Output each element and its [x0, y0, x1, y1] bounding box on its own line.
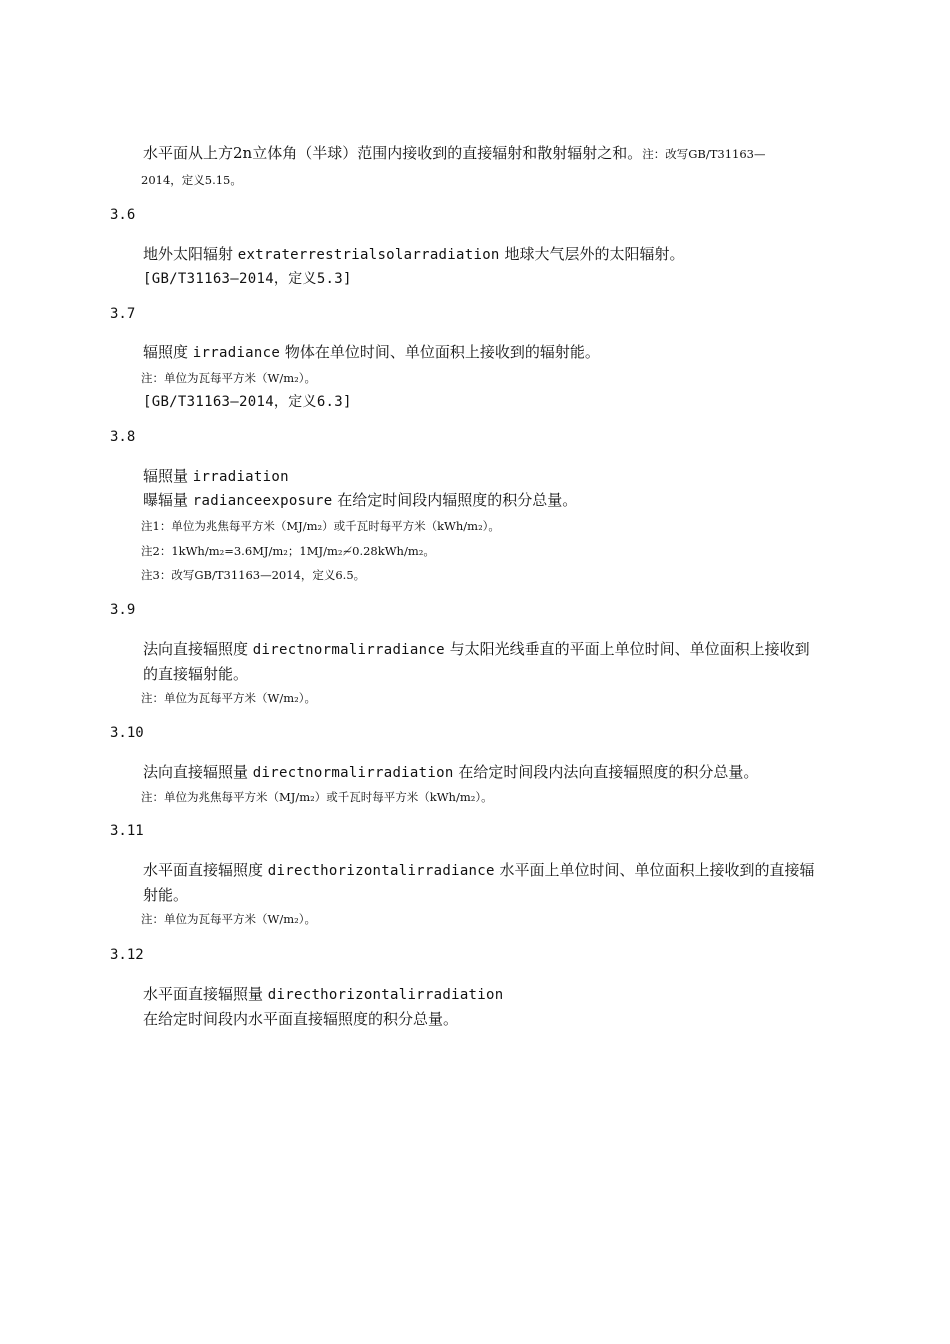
alt-term-en: radianceexposure	[192, 493, 333, 509]
term-en: directnormalirradiation	[252, 765, 454, 781]
term-definition: 在给定时间段内辐照度的积分总量。	[337, 491, 578, 509]
term-en: directnormalirradiance	[252, 642, 445, 658]
section-number: 3.10	[110, 725, 144, 741]
section-number: 3.8	[110, 429, 136, 445]
source-reference: [GB/T31163—2014，定义6.3]	[143, 394, 352, 410]
section-number: 3.6	[110, 207, 136, 223]
term-definition-line	[143, 243, 684, 264]
term-definition-line	[143, 761, 758, 782]
term-definition-line	[143, 341, 600, 362]
alt-term-cn: 曝辐量	[143, 491, 189, 509]
note-line: 注：单位为瓦每平方米（W/m₂）。	[141, 371, 316, 385]
intro-note-text: 注：改写GB/T31163—	[642, 147, 766, 161]
section-number: 3.7	[110, 306, 136, 322]
term-definition-line	[143, 638, 810, 659]
intro-line-1	[143, 142, 765, 163]
section-number: 3.9	[110, 602, 136, 618]
term-line	[143, 983, 503, 1004]
term-definition-continued: 的直接辐射能。	[143, 665, 249, 683]
intro-main-text: 水平面从上方2n立体角（半球）范围内接收到的直接辐射和散射辐射之和。	[143, 144, 643, 162]
term-en: directhorizontalirradiance	[267, 863, 495, 879]
note-line: 注：单位为瓦每平方米（W/m₂）。	[141, 691, 316, 705]
term-definition-continued: 射能。	[143, 886, 189, 904]
term-cn: 水平面直接辐照度	[143, 861, 264, 879]
term-en: irradiation	[192, 469, 289, 485]
term-cn: 辐照量	[143, 467, 189, 485]
term-definition: 与太阳光线垂直的平面上单位时间、单位面积上接收到	[449, 640, 810, 658]
term-en: extraterrestrialsolarradiation	[237, 247, 500, 263]
section-number: 3.12	[110, 947, 144, 963]
term-en: directhorizontalirradiation	[267, 987, 504, 1003]
intro-line-2: 2014，定义5.15。	[141, 173, 242, 187]
note-line: 注2：1kWh/m₂=3.6MJ/m₂；1MJ/m₂≁0.28kWh/m₂。	[141, 544, 435, 558]
term-cn: 法向直接辐照量	[143, 763, 249, 781]
section-number: 3.11	[110, 823, 144, 839]
term-definition: 水平面上单位时间、单位面积上接收到的直接辐	[499, 861, 815, 879]
note-line: 注：单位为瓦每平方米（W/m₂）。	[141, 912, 316, 926]
term-en: irradiance	[192, 345, 281, 361]
term-definition-line	[143, 859, 815, 880]
note-line: 注3：改写GB/T31163—2014，定义6.5。	[141, 568, 366, 582]
term-line	[143, 465, 289, 486]
note-line: 注：单位为兆焦每平方米（MJ/m₂）或千瓦时每平方米（kWh/m₂）。	[141, 790, 493, 804]
term-cn: 地外太阳辐射	[143, 245, 234, 263]
term-cn: 水平面直接辐照量	[143, 985, 264, 1003]
note-line: 注1：单位为兆焦每平方米（MJ/m₂）或千瓦时每平方米（kWh/m₂）。	[141, 519, 500, 533]
term-definition: 地球大气层外的太阳辐射。	[504, 245, 685, 263]
term-definition-line	[143, 489, 577, 510]
term-cn: 法向直接辐照度	[143, 640, 249, 658]
term-definition: 在给定时间段内水平面直接辐照度的积分总量。	[143, 1010, 459, 1028]
source-reference: [GB/T31163—2014，定义5.3]	[143, 271, 352, 287]
term-cn: 辐照度	[143, 343, 189, 361]
term-definition: 物体在单位时间、单位面积上接收到的辐射能。	[284, 343, 600, 361]
term-definition: 在给定时间段内法向直接辐照度的积分总量。	[458, 763, 759, 781]
